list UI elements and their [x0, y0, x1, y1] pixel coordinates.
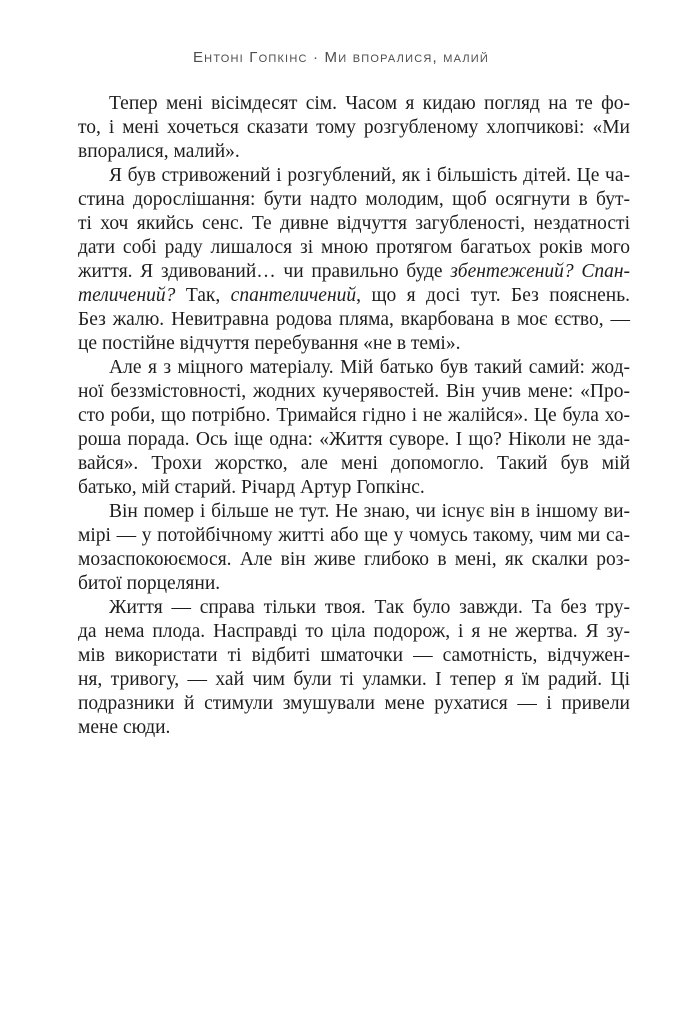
text-line — [78, 332, 630, 356]
text-line — [78, 260, 630, 284]
text-run: ті хоч якийсь сенс. Те дивне відчуття загубленості, нездатності — [78, 213, 630, 234]
paragraph — [78, 596, 630, 740]
text-line — [78, 572, 630, 596]
text-run: батько, мій старий. Річард Артур Гопкінс. — [78, 477, 425, 498]
text-run: подразники й стимули змушували мене рухатися — і привели — [78, 693, 630, 714]
text-run: мене сюди. — [78, 717, 171, 738]
text-run: ної беззмістовності, жодних кучерявостей. Він учив мене: «Про- — [78, 381, 630, 402]
text-line — [78, 116, 630, 140]
text-line — [78, 692, 630, 716]
italic-text-run: спантеличений — [230, 285, 357, 306]
text-line — [78, 716, 630, 740]
text-run: сто роби, що потрібно. Тримайся гідно і не жалійся». Це була хо- — [78, 405, 630, 426]
italic-text-run: теличений? — [78, 285, 176, 306]
text-run: то, і мені хочеться сказати тому розгубленому хлопчикові: «Ми — [78, 117, 630, 138]
text-line — [78, 620, 630, 644]
paragraph — [78, 164, 630, 356]
text-line — [78, 92, 630, 116]
text-run: Життя — справа тільки твоя. Так було завжди. Та без тру- — [109, 597, 630, 618]
text-run: мів використати ті відбиті шматочки — самотність, відчужен- — [78, 645, 630, 666]
text-line — [78, 380, 630, 404]
text-line — [78, 404, 630, 428]
text-line — [78, 164, 630, 188]
text-run: це постійне відчуття перебування «не в темі». — [78, 333, 461, 354]
text-line — [78, 524, 630, 548]
text-run: ня, тривогу, — хай чим були ті уламки. І тепер я їм радий. Ці — [78, 669, 630, 690]
italic-text-run: Спан- — [581, 261, 630, 282]
text-line — [78, 596, 630, 620]
text-line — [78, 140, 630, 164]
text-run: мірі — у потойбічному житті або ще у чомусь такому, чим ми са- — [78, 525, 630, 546]
text-run: Так, — [175, 285, 231, 306]
text-run: Тепер мені вісімдесят сім. Часом я кидаю погляд на те фо- — [109, 93, 630, 114]
paragraph — [78, 500, 630, 596]
text-line — [78, 188, 630, 212]
text-block — [78, 92, 630, 740]
text-line — [78, 668, 630, 692]
text-run: впоралися, малий». — [78, 141, 240, 162]
italic-text-run: збентежений? — [450, 261, 574, 282]
text-run: стина дорослішання: бути надто молодим, щоб осягнути в бут- — [78, 189, 630, 210]
text-run: вайся». Трохи жорстко, але мені допомогло. Такий був мій — [78, 453, 630, 474]
text-run: Але я з міцного матеріалу. Мій батько був такий самий: жод- — [109, 357, 630, 378]
text-line — [78, 308, 630, 332]
text-run: мозаспокоюємося. Але він живе глибоко в мені, як скалки роз- — [78, 549, 630, 570]
text-line — [78, 284, 630, 308]
text-line — [78, 236, 630, 260]
text-run: битої порцеляни. — [78, 573, 221, 594]
text-line — [78, 500, 630, 524]
text-line — [78, 548, 630, 572]
running-header — [0, 49, 682, 67]
text-run: життя. Я здивований… чи правильно буде — [78, 261, 451, 282]
text-line — [78, 644, 630, 668]
text-run: Без жалю. Невитравна родова пляма, вкарбована в моє єство, — — [78, 309, 630, 330]
running-header-text: Ентоні Гопкінс · Ми впоралися, малий — [192, 49, 490, 66]
paragraph — [78, 356, 630, 500]
text-run: , що я досі тут. Без пояснень. — [356, 285, 630, 306]
text-line — [78, 476, 630, 500]
text-line — [78, 356, 630, 380]
text-run: Я був стривожений і розгублений, як і більшість дітей. Це ча- — [109, 165, 630, 186]
text-line — [78, 428, 630, 452]
text-line — [78, 212, 630, 236]
text-run: Він помер і більше не тут. Не знаю, чи існує він в іншому ви- — [109, 501, 630, 522]
text-run: роша порада. Ось іще одна: «Життя суворе. І що? Ніколи не зда- — [78, 429, 630, 450]
text-run: дати собі раду лишалося зі мною протягом багатьох років мого — [78, 237, 630, 258]
text-run: да нема плода. Насправді то ціла подорож, і я не жертва. Я зу- — [78, 621, 630, 642]
paragraph — [78, 92, 630, 164]
text-line — [78, 452, 630, 476]
